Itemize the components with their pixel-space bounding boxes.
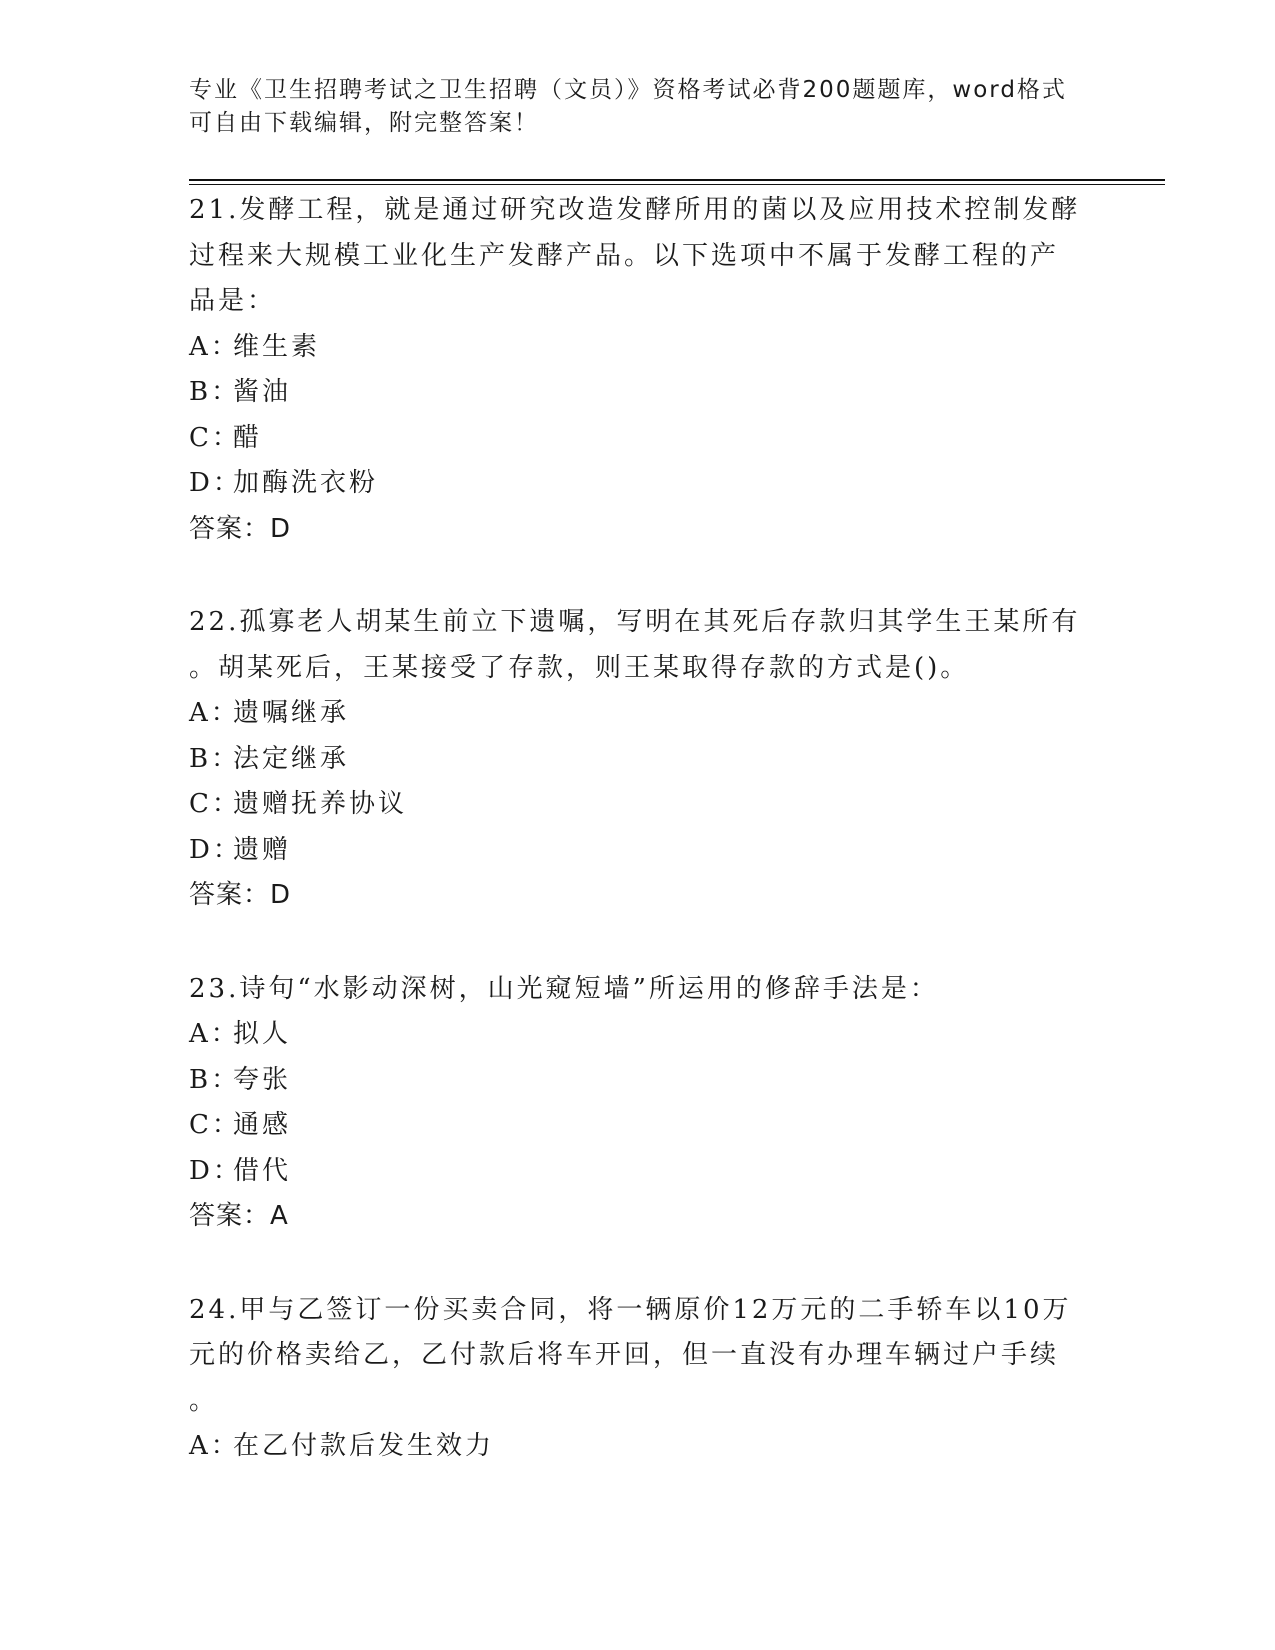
question-text-line: 23.诗句“水影动深树，山光窥短墙”所运用的修辞手法是： xyxy=(189,973,939,1004)
option-key: D： xyxy=(189,1155,242,1186)
question-text-line: 过程来大规模工业化生产发酵产品。以下选项中不属于发酵工程的产 xyxy=(189,240,1060,271)
option-key: D： xyxy=(189,834,242,865)
document-header xyxy=(189,74,1089,140)
option-text: 通感 xyxy=(233,1110,292,1140)
option-b xyxy=(189,370,1089,416)
question-text-line: 元的价格卖给乙，乙付款后将车开回，但一直没有办理车辆过户手续 xyxy=(189,1340,1060,1370)
option-key: C： xyxy=(189,789,241,819)
question-text-line: 22.孤寡老人胡某生前立下遗嘱，写明在其死后存款归其学生王某所有 xyxy=(189,607,1081,637)
option-c xyxy=(189,782,1089,828)
option-d xyxy=(189,828,1089,874)
option-key: A： xyxy=(189,1431,240,1461)
question-item xyxy=(189,967,1089,1240)
question-text xyxy=(189,188,1089,325)
option-text: 借代 xyxy=(233,1155,292,1186)
option-a xyxy=(189,1424,1089,1470)
option-text: 夸张 xyxy=(233,1064,292,1095)
option-d xyxy=(189,461,1089,507)
option-text: 遗赠抚养协议 xyxy=(233,789,408,819)
option-b xyxy=(189,737,1089,783)
option-text: 在乙付款后发生效力 xyxy=(233,1431,495,1461)
option-text: 法定继承 xyxy=(233,743,350,774)
question-text xyxy=(189,600,1089,691)
option-c xyxy=(189,1103,1089,1149)
question-list xyxy=(189,188,1089,1470)
header-line: 可自由下载编辑，附完整答案！ xyxy=(189,110,539,136)
option-b xyxy=(189,1058,1089,1104)
option-key: A： xyxy=(189,331,240,362)
option-text: 遗嘱继承 xyxy=(233,698,350,728)
question-spacer xyxy=(189,919,1089,967)
option-a xyxy=(189,691,1089,737)
question-item xyxy=(189,188,1089,552)
question-spacer xyxy=(189,552,1089,600)
question-text-line: 。胡某死后，王某接受了存款，则王某取得存款的方式是()。 xyxy=(189,652,970,683)
option-text: 酱油 xyxy=(233,377,292,407)
answer-line: 答案：D xyxy=(189,880,292,910)
question-text-line: 21.发酵工程，就是通过研究改造发酵所用的菌以及应用技术控制发酵 xyxy=(189,195,1081,225)
question-text-line: 品是： xyxy=(189,286,277,316)
question-item xyxy=(189,600,1089,919)
answer-line: 答案：D xyxy=(189,513,292,544)
option-c xyxy=(189,416,1089,462)
option-d xyxy=(189,1149,1089,1195)
option-key: B： xyxy=(189,377,241,407)
question-item xyxy=(189,1288,1089,1470)
option-key: C： xyxy=(189,422,241,453)
answer-line: 答案：A xyxy=(189,1201,289,1231)
option-a xyxy=(189,325,1089,371)
option-key: B： xyxy=(189,1064,241,1095)
header-line: 专业《卫生招聘考试之卫生招聘（文员）》资格考试必背200题题库，word格式 xyxy=(189,77,1067,103)
option-a xyxy=(189,1012,1089,1058)
option-key: C： xyxy=(189,1110,241,1140)
header-divider-thick xyxy=(189,179,1165,181)
option-key: D： xyxy=(189,468,242,498)
question-text-line: 。 xyxy=(189,1385,219,1416)
option-key: A： xyxy=(189,698,240,728)
option-key: B： xyxy=(189,743,241,774)
option-text: 维生素 xyxy=(233,331,321,362)
question-text xyxy=(189,1288,1089,1425)
option-text: 加酶洗衣粉 xyxy=(233,468,379,498)
option-key: A： xyxy=(189,1019,240,1049)
header-divider-thin xyxy=(189,184,1165,185)
question-text-line: 24.甲与乙签订一份买卖合同，将一辆原价12万元的二手轿车以10万 xyxy=(189,1294,1072,1325)
option-text: 遗赠 xyxy=(233,834,292,865)
question-text xyxy=(189,967,1089,1013)
option-text: 拟人 xyxy=(233,1019,292,1049)
option-text: 醋 xyxy=(233,422,263,453)
question-spacer xyxy=(189,1240,1089,1288)
